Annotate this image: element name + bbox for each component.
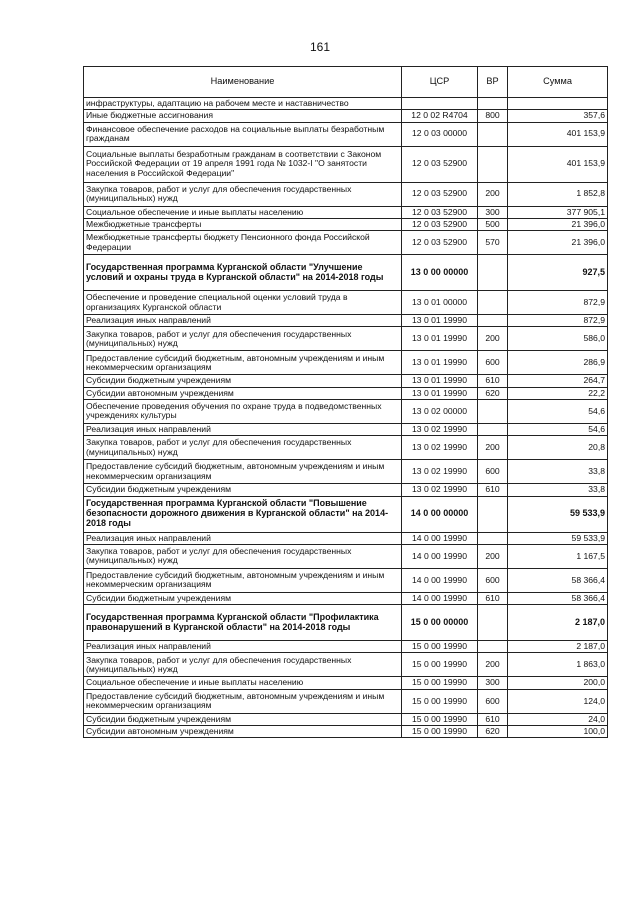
row-csr: 15 0 00 19990 (402, 713, 478, 725)
table-body (84, 98, 608, 738)
row-vr: 500 (478, 218, 508, 230)
table-row (84, 122, 608, 146)
row-name: Субсидии бюджетным учреждениям (84, 484, 402, 496)
row-vr (478, 146, 508, 182)
row-sum: 377 905,1 (508, 206, 608, 218)
row-csr: 12 0 03 52900 (402, 182, 478, 206)
row-vr: 200 (478, 327, 508, 351)
row-vr: 610 (478, 375, 508, 387)
table-row (84, 532, 608, 544)
table-row (84, 436, 608, 460)
row-name: Обеспечение проведения обучения по охране труда в подведомственных учреждениях культуры (84, 399, 402, 423)
row-csr: 14 0 00 19990 (402, 592, 478, 604)
row-sum: 2 187,0 (508, 641, 608, 653)
row-name: Обеспечение и проведение специальной оценки условий труда в организациях Курганской области (84, 291, 402, 315)
row-name: Предоставление субсидий бюджетным, автономным учреждениям и иным некоммерческим организациям (84, 689, 402, 713)
row-csr: 15 0 00 19990 (402, 689, 478, 713)
row-sum: 21 396,0 (508, 231, 608, 255)
row-sum: 59 533,9 (508, 532, 608, 544)
row-name: Субсидии бюджетным учреждениям (84, 592, 402, 604)
row-sum: 872,9 (508, 315, 608, 327)
row-csr: 13 0 01 19990 (402, 315, 478, 327)
table-row (84, 110, 608, 122)
row-sum: 24,0 (508, 713, 608, 725)
table-row (84, 291, 608, 315)
row-name: Реализация иных направлений (84, 315, 402, 327)
table-row (84, 689, 608, 713)
row-csr: 15 0 00 19990 (402, 641, 478, 653)
row-csr: 13 0 01 00000 (402, 291, 478, 315)
row-sum: 59 533,9 (508, 496, 608, 532)
row-name: Закупка товаров, работ и услуг для обеспечения государственных (муниципальных) нужд (84, 544, 402, 568)
row-name: Реализация иных направлений (84, 641, 402, 653)
row-vr: 600 (478, 689, 508, 713)
row-vr (478, 399, 508, 423)
row-csr: 14 0 00 19990 (402, 544, 478, 568)
table-row (84, 206, 608, 218)
table-row (84, 182, 608, 206)
table-row (84, 544, 608, 568)
row-vr (478, 532, 508, 544)
row-csr: 12 0 03 52900 (402, 218, 478, 230)
row-vr: 610 (478, 713, 508, 725)
row-sum: 1 863,0 (508, 653, 608, 677)
row-vr (478, 605, 508, 641)
table-row (84, 568, 608, 592)
row-name: Реализация иных направлений (84, 423, 402, 435)
row-csr: 12 0 03 00000 (402, 122, 478, 146)
row-csr: 13 0 02 19990 (402, 423, 478, 435)
row-csr: 12 0 03 52900 (402, 146, 478, 182)
row-csr: 15 0 00 19990 (402, 677, 478, 689)
row-sum: 586,0 (508, 327, 608, 351)
table-row (84, 605, 608, 641)
row-name: Социальное обеспечение и иные выплаты населению (84, 206, 402, 218)
row-name: Субсидии бюджетным учреждениям (84, 375, 402, 387)
header-sum: Сумма (508, 67, 608, 98)
row-name: Предоставление субсидий бюджетным, автономным учреждениям и иным некоммерческим организациям (84, 568, 402, 592)
row-name: Закупка товаров, работ и услуг для обеспечения государственных (муниципальных) нужд (84, 653, 402, 677)
row-sum: 264,7 (508, 375, 608, 387)
row-sum: 22,2 (508, 387, 608, 399)
row-name: Государственная программа Курганской области "Повышение безопасности дорожного движения в Курганской области" на 2014-2018 годы (84, 496, 402, 532)
row-name: Государственная программа Курганской области "Профилактика правонарушений в Курганской области" на 2014-2018 годы (84, 605, 402, 641)
row-vr (478, 122, 508, 146)
row-vr: 600 (478, 568, 508, 592)
row-vr (478, 315, 508, 327)
row-sum: 1 852,8 (508, 182, 608, 206)
row-name: Субсидии бюджетным учреждениям (84, 713, 402, 725)
row-vr: 300 (478, 677, 508, 689)
table-row (84, 677, 608, 689)
budget-table (83, 66, 608, 738)
row-vr (478, 423, 508, 435)
row-name: Субсидии автономным учреждениям (84, 725, 402, 737)
row-sum: 100,0 (508, 725, 608, 737)
page-number: 161 (309, 40, 331, 54)
row-vr: 300 (478, 206, 508, 218)
table-row (84, 375, 608, 387)
row-csr: 13 0 02 19990 (402, 484, 478, 496)
row-sum: 58 366,4 (508, 568, 608, 592)
row-csr: 13 0 02 19990 (402, 436, 478, 460)
row-vr: 610 (478, 484, 508, 496)
row-sum: 401 153,9 (508, 122, 608, 146)
row-csr: 15 0 00 19990 (402, 725, 478, 737)
row-vr: 200 (478, 182, 508, 206)
row-vr: 570 (478, 231, 508, 255)
row-sum: 21 396,0 (508, 218, 608, 230)
table-header-row (84, 67, 608, 98)
row-csr: 15 0 00 19990 (402, 653, 478, 677)
row-sum: 2 187,0 (508, 605, 608, 641)
row-sum: 927,5 (508, 255, 608, 291)
row-csr: 13 0 01 19990 (402, 327, 478, 351)
row-name: Межбюджетные трансферты (84, 218, 402, 230)
row-name: Субсидии автономным учреждениям (84, 387, 402, 399)
row-sum: 200,0 (508, 677, 608, 689)
row-sum: 58 366,4 (508, 592, 608, 604)
row-sum: 124,0 (508, 689, 608, 713)
table-row (84, 399, 608, 423)
row-csr (402, 98, 478, 110)
row-csr: 12 0 02 R4704 (402, 110, 478, 122)
table-row (84, 423, 608, 435)
table-row (84, 327, 608, 351)
row-sum: 1 167,5 (508, 544, 608, 568)
row-vr: 200 (478, 544, 508, 568)
row-name: Государственная программа Курганской области "Улучшение условий и охраны труда в Курганской области" на 2014-2018 годы (84, 255, 402, 291)
table-row (84, 592, 608, 604)
row-csr: 13 0 01 19990 (402, 375, 478, 387)
table-row (84, 653, 608, 677)
row-sum: 20,8 (508, 436, 608, 460)
header-vr: ВР (478, 67, 508, 98)
row-name: Предоставление субсидий бюджетным, автономным учреждениям и иным некоммерческим организациям (84, 351, 402, 375)
table-row (84, 496, 608, 532)
row-name: Межбюджетные трансферты бюджету Пенсионного фонда Российской Федерации (84, 231, 402, 255)
row-csr: 13 0 02 00000 (402, 399, 478, 423)
row-vr (478, 641, 508, 653)
row-csr: 15 0 00 00000 (402, 605, 478, 641)
row-vr: 200 (478, 653, 508, 677)
row-sum: 872,9 (508, 291, 608, 315)
row-name: Реализация иных направлений (84, 532, 402, 544)
row-name: Социальные выплаты безработным гражданам в соответствии с Законом Российской Федерации от 19 апреля 1991 года № 1032-I "О занятости населения в Российской Федерации" (84, 146, 402, 182)
row-csr: 13 0 02 19990 (402, 460, 478, 484)
row-csr: 14 0 00 19990 (402, 568, 478, 592)
row-csr: 12 0 03 52900 (402, 206, 478, 218)
table-row (84, 231, 608, 255)
table-row (84, 351, 608, 375)
row-csr: 12 0 03 52900 (402, 231, 478, 255)
table-row (84, 713, 608, 725)
table-row (84, 315, 608, 327)
table-row (84, 218, 608, 230)
table-row (84, 484, 608, 496)
row-name: Закупка товаров, работ и услуг для обеспечения государственных (муниципальных) нужд (84, 182, 402, 206)
row-sum: 33,8 (508, 460, 608, 484)
table-row (84, 387, 608, 399)
table-row (84, 460, 608, 484)
row-vr: 600 (478, 351, 508, 375)
row-vr (478, 98, 508, 110)
table-row (84, 725, 608, 737)
row-csr: 13 0 01 19990 (402, 351, 478, 375)
row-name: Социальное обеспечение и иные выплаты населению (84, 677, 402, 689)
table-row (84, 98, 608, 110)
row-csr: 14 0 00 19990 (402, 532, 478, 544)
row-sum: 54,6 (508, 399, 608, 423)
row-sum: 286,9 (508, 351, 608, 375)
row-vr (478, 255, 508, 291)
row-vr: 610 (478, 592, 508, 604)
header-csr: ЦСР (402, 67, 478, 98)
row-csr: 13 0 00 00000 (402, 255, 478, 291)
row-name: Иные бюджетные ассигнования (84, 110, 402, 122)
row-name: Финансовое обеспечение расходов на социальные выплаты безработным гражданам (84, 122, 402, 146)
row-name: инфраструктуры, адаптацию на рабочем месте и наставничество (84, 98, 402, 110)
row-vr: 620 (478, 725, 508, 737)
row-vr: 800 (478, 110, 508, 122)
row-sum: 33,8 (508, 484, 608, 496)
row-vr: 200 (478, 436, 508, 460)
row-name: Закупка товаров, работ и услуг для обеспечения государственных (муниципальных) нужд (84, 436, 402, 460)
table-row (84, 641, 608, 653)
row-sum: 54,6 (508, 423, 608, 435)
row-vr (478, 496, 508, 532)
row-sum: 401 153,9 (508, 146, 608, 182)
row-sum (508, 98, 608, 110)
row-vr (478, 291, 508, 315)
row-csr: 13 0 01 19990 (402, 387, 478, 399)
row-sum: 357,6 (508, 110, 608, 122)
table-row (84, 146, 608, 182)
row-csr: 14 0 00 00000 (402, 496, 478, 532)
table-row (84, 255, 608, 291)
row-vr: 600 (478, 460, 508, 484)
row-name: Предоставление субсидий бюджетным, автономным учреждениям и иным некоммерческим организациям (84, 460, 402, 484)
row-vr: 620 (478, 387, 508, 399)
header-name: Наименование (84, 67, 402, 98)
row-name: Закупка товаров, работ и услуг для обеспечения государственных (муниципальных) нужд (84, 327, 402, 351)
